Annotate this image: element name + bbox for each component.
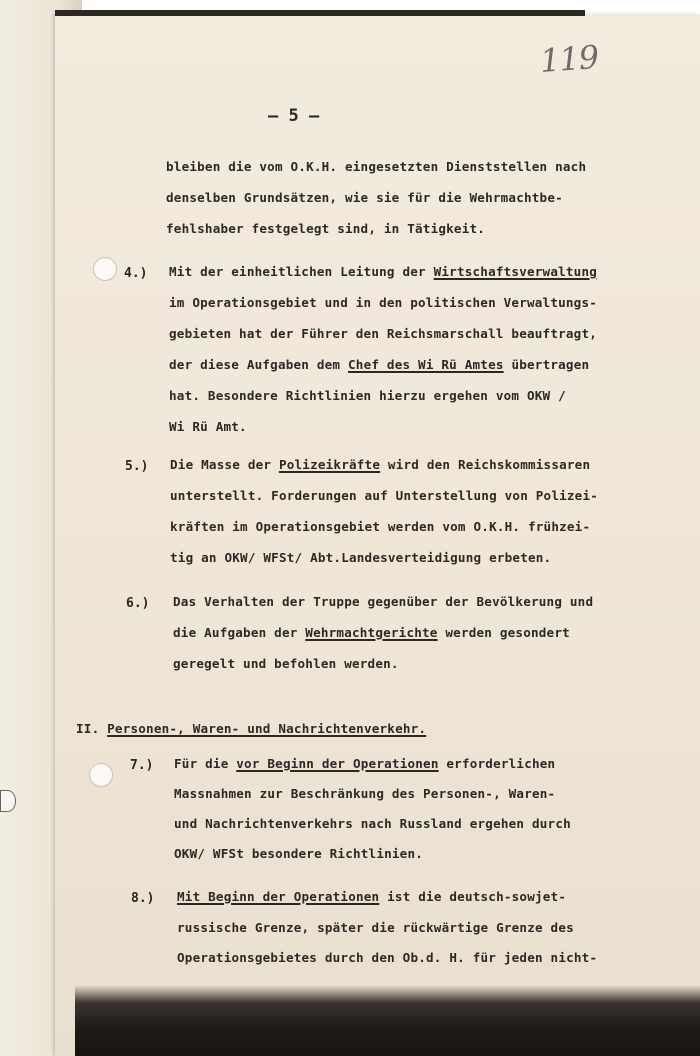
underlined-term: Chef des Wi Rü Amtes — [348, 357, 504, 372]
text-line: bleiben die vom O.K.H. eingesetzten Dienststellen nach — [166, 159, 587, 174]
text-line: denselben Grundsätzen, wie sie für die Wehrmachtbe- — [166, 190, 563, 205]
page-number: — 5 — — [268, 106, 320, 126]
item-number: 6.) — [126, 596, 150, 611]
text-line: Mit der einheitlichen Leitung der Wirtschaftsverwaltung — [169, 264, 598, 279]
item-number: 4.) — [124, 266, 148, 281]
text-line: russische Grenze, später die rückwärtige Grenze des — [177, 920, 574, 935]
text-line: Wi Rü Amt. — [169, 419, 247, 434]
text-line: der diese Aufgaben dem Chef des Wi Rü Amtes übertragen — [169, 357, 590, 372]
scan-bottom-shadow — [75, 985, 700, 1056]
punch-hole-icon — [93, 257, 117, 281]
text-line: hat. Besondere Richtlinien hierzu ergehen vom OKW / — [169, 388, 566, 403]
underlined-term: Wehrmachtgerichte — [305, 625, 438, 640]
text-line: Operationsgebietes durch den Ob.d. H. für jeden nicht- — [177, 950, 598, 965]
text-line: Das Verhalten der Truppe gegenüber der Bevölkerung und — [173, 594, 594, 609]
page-top-edge — [55, 10, 585, 16]
text-line: die Aufgaben der Wehrmachtgerichte werden gesondert — [173, 625, 570, 640]
text-line: im Operationsgebiet und in den politischen Verwaltungs- — [169, 295, 598, 310]
underlined-term: Mit Beginn der Operationen — [177, 889, 380, 904]
text-line: fehlshaber festgelegt sind, in Tätigkeit. — [166, 221, 486, 236]
underlined-term: vor Beginn der Operationen — [236, 756, 439, 771]
text-line: Mit Beginn der Operationen ist die deutsch-sowjet- — [177, 889, 567, 904]
underlined-term: Wirtschaftsverwaltung — [433, 264, 598, 279]
punch-hole-icon — [0, 790, 16, 812]
item-number: 7.) — [130, 758, 154, 773]
text-line: gebieten hat der Führer den Reichsmarschall beauftragt, — [169, 326, 598, 341]
text-line: unterstellt. Forderungen auf Unterstellung von Polizei- — [170, 488, 599, 503]
archive-page-number: 119 — [538, 38, 600, 80]
text-line: geregelt und befohlen werden. — [173, 656, 399, 671]
text-line: und Nachrichtenverkehrs nach Russland ergehen durch — [174, 816, 571, 831]
text-line: kräften im Operationsgebiet werden vom O.K.H. frühzei- — [170, 519, 591, 534]
text-line: tig an OKW/ WFSt/ Abt.Landesverteidigung erbeten. — [170, 550, 552, 565]
text-line: OKW/ WFSt besondere Richtlinien. — [174, 846, 424, 861]
item-number: 8.) — [131, 891, 155, 906]
item-number: 5.) — [125, 459, 149, 474]
underlined-term: Polizeikräfte — [278, 457, 381, 472]
text-line: Für die vor Beginn der Operationen erforderlichen — [174, 756, 556, 771]
text-line: Die Masse der Polizeikräfte wird den Reichskommissaren — [170, 457, 591, 472]
text-line: Massnahmen zur Beschränkung des Personen-, Waren- — [174, 786, 556, 801]
section-heading-title: Personen-, Waren- und Nachrichtenverkehr. — [107, 721, 427, 736]
punch-hole-icon — [89, 763, 113, 787]
